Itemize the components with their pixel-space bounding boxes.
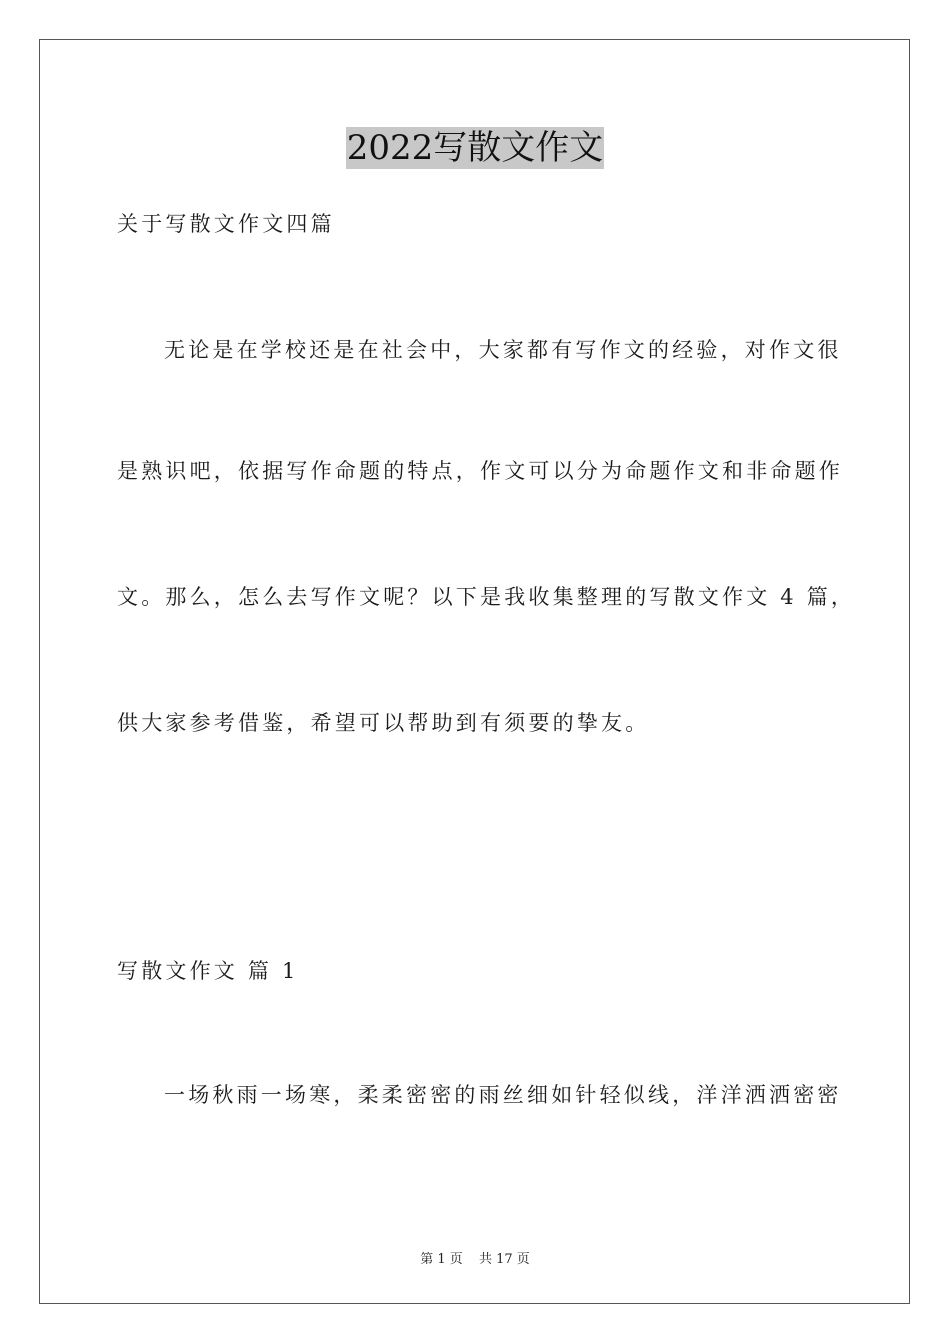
- section-heading: 写散文作文 篇 1: [117, 959, 299, 983]
- title-container: [0, 127, 950, 169]
- intro-paragraph-line-2: 是熟识吧，依据写作命题的特点，作文可以分为命题作文和非命题作: [117, 459, 843, 483]
- section-paragraph-line-1: 一场秋雨一场寒，柔柔密密的雨丝细如针轻似线，洋洋洒洒密密: [164, 1083, 842, 1107]
- document-subtitle: 关于写散文作文四篇: [117, 212, 335, 236]
- page-number-current: 第 1 页: [420, 1252, 463, 1267]
- intro-paragraph-line-4: 供大家参考借鉴，希望可以帮助到有须要的挚友。: [117, 711, 650, 735]
- intro-paragraph-line-1: 无论是在学校还是在社会中，大家都有写作文的经验，对作文很: [164, 338, 842, 362]
- page-number-total: 共 17 页: [478, 1252, 530, 1267]
- intro-paragraph-line-3: 文。那么，怎么去写作文呢？以下是我收集整理的写散文作文 4 篇，: [117, 585, 856, 609]
- page-footer: [0, 1248, 950, 1267]
- document-title: 2022写散文作文: [346, 128, 604, 168]
